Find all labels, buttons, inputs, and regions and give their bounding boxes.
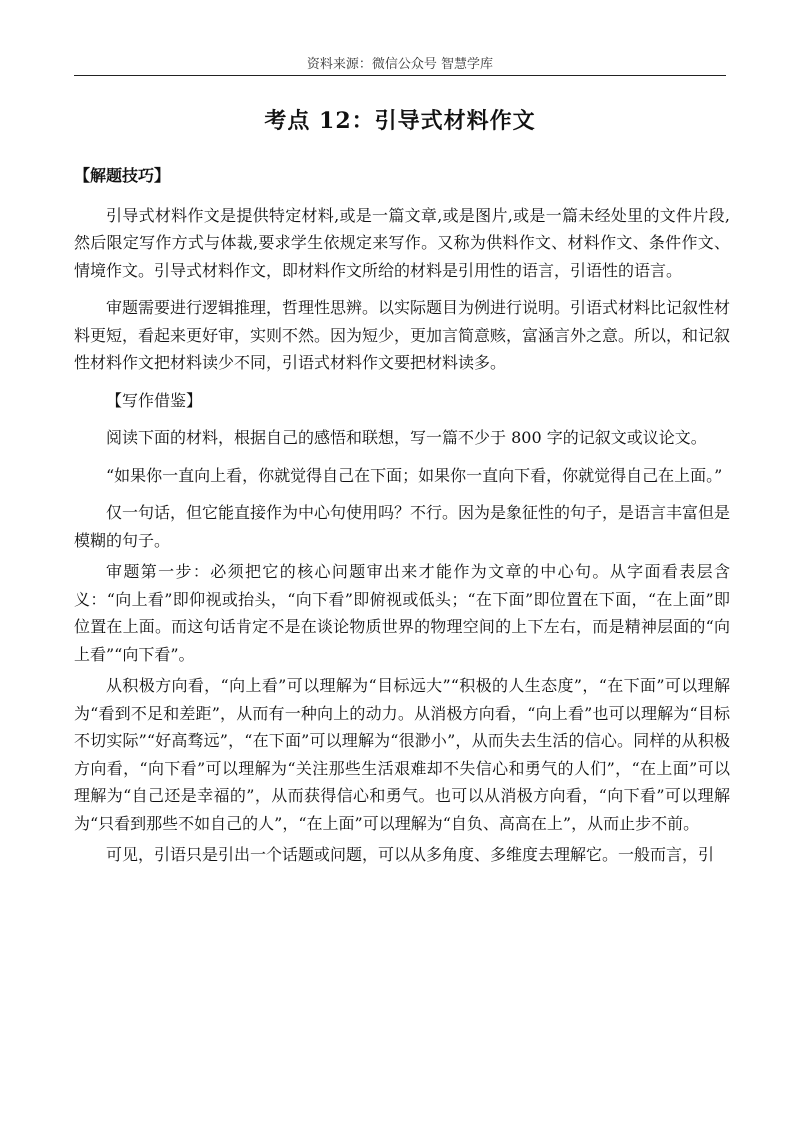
header-divider (74, 75, 726, 76)
section-heading-tips: 【解题技巧】 (74, 166, 171, 185)
paragraph: 审题需要进行逻辑推理，哲理性思辨。以实际题目为例进行说明。引语式材料比记叙性材料更短，看起来更好审，实则不然。因为短少，更加言简意赅，富涵言外之意。所以，和记叙性材料作文把材料读少不同，引语式材料作文要把材料读多。 (74, 298, 731, 372)
paragraph: 审题第一步：必须把它的核心问题审出来才能作为文章的中心句。从字面看表层含义：“向上看”即仰视或抬头，“向下看”即俯视或低头；“在下面”即位置在下面，“在上面”即位置在上面。而这句话肯定不是在谈论物质世界的物理空间的上下左右，而是精神层面的“向上看”“向下看”。 (74, 562, 730, 664)
quoted-material: “如果你一直向上看，你就觉得自己在下面；如果你一直向下看，你就觉得自己在上面。” (106, 465, 723, 485)
paragraph: 可见，引语只是引出一个话题或问题，可以从多角度、多维度去理解它。一般而言，引 (106, 845, 715, 864)
paragraph: 仅一句话，但它能直接作为中心句使用吗？不行。因为是象征性的句子，是语言丰富但是模糊的句子。 (74, 503, 731, 550)
page-header-source: 资料来源：微信公众号 智慧学库 (306, 57, 494, 72)
paragraph: 从积极方向看，“向上看”可以理解为“目标远大”“积极的人生态度”，“在下面”可以理解为“看到不足和差距”，从而有一种向上的动力。从消极方向看，“向上看”也可以理解为“目标不切实际”“好高骛远”，“在下面”可以理解为“很渺小”，从而失去生活的信心。同样的从积极方向看，“向下看”可以理解为“关注那些生活艰难却不失信心和勇气的人们”，“在上面”可以理解为“自己还是幸福的”，从而获得信心和勇气。也可以从消极方向看，“向下看”可以理解为“只看到那些不如自己的人”，“在上面”可以理解为“自负、高高在上”，从而止步不前。 (74, 676, 730, 833)
page-title: 考点 12：引导式材料作文 (264, 108, 536, 134)
paragraph: 引导式材料作文是提供特定材料,或是一篇文章,或是图片,或是一篇未经处里的文件片段,然后限定写作方式与体裁,要求学生依规定来写作。又称为供料作文、材料作文、条件作文、情境作文。引导式材料作文，即材料作文所给的材料是引用性的语言，引语性的语言。 (74, 205, 730, 280)
section-heading-example: 【写作借鉴】 (106, 390, 203, 410)
document-body (74, 162, 730, 869)
paragraph: 阅读下面的材料，根据自己的感悟和联想，写一篇不少于 800 字的记叙文或议论文。 (106, 428, 707, 447)
